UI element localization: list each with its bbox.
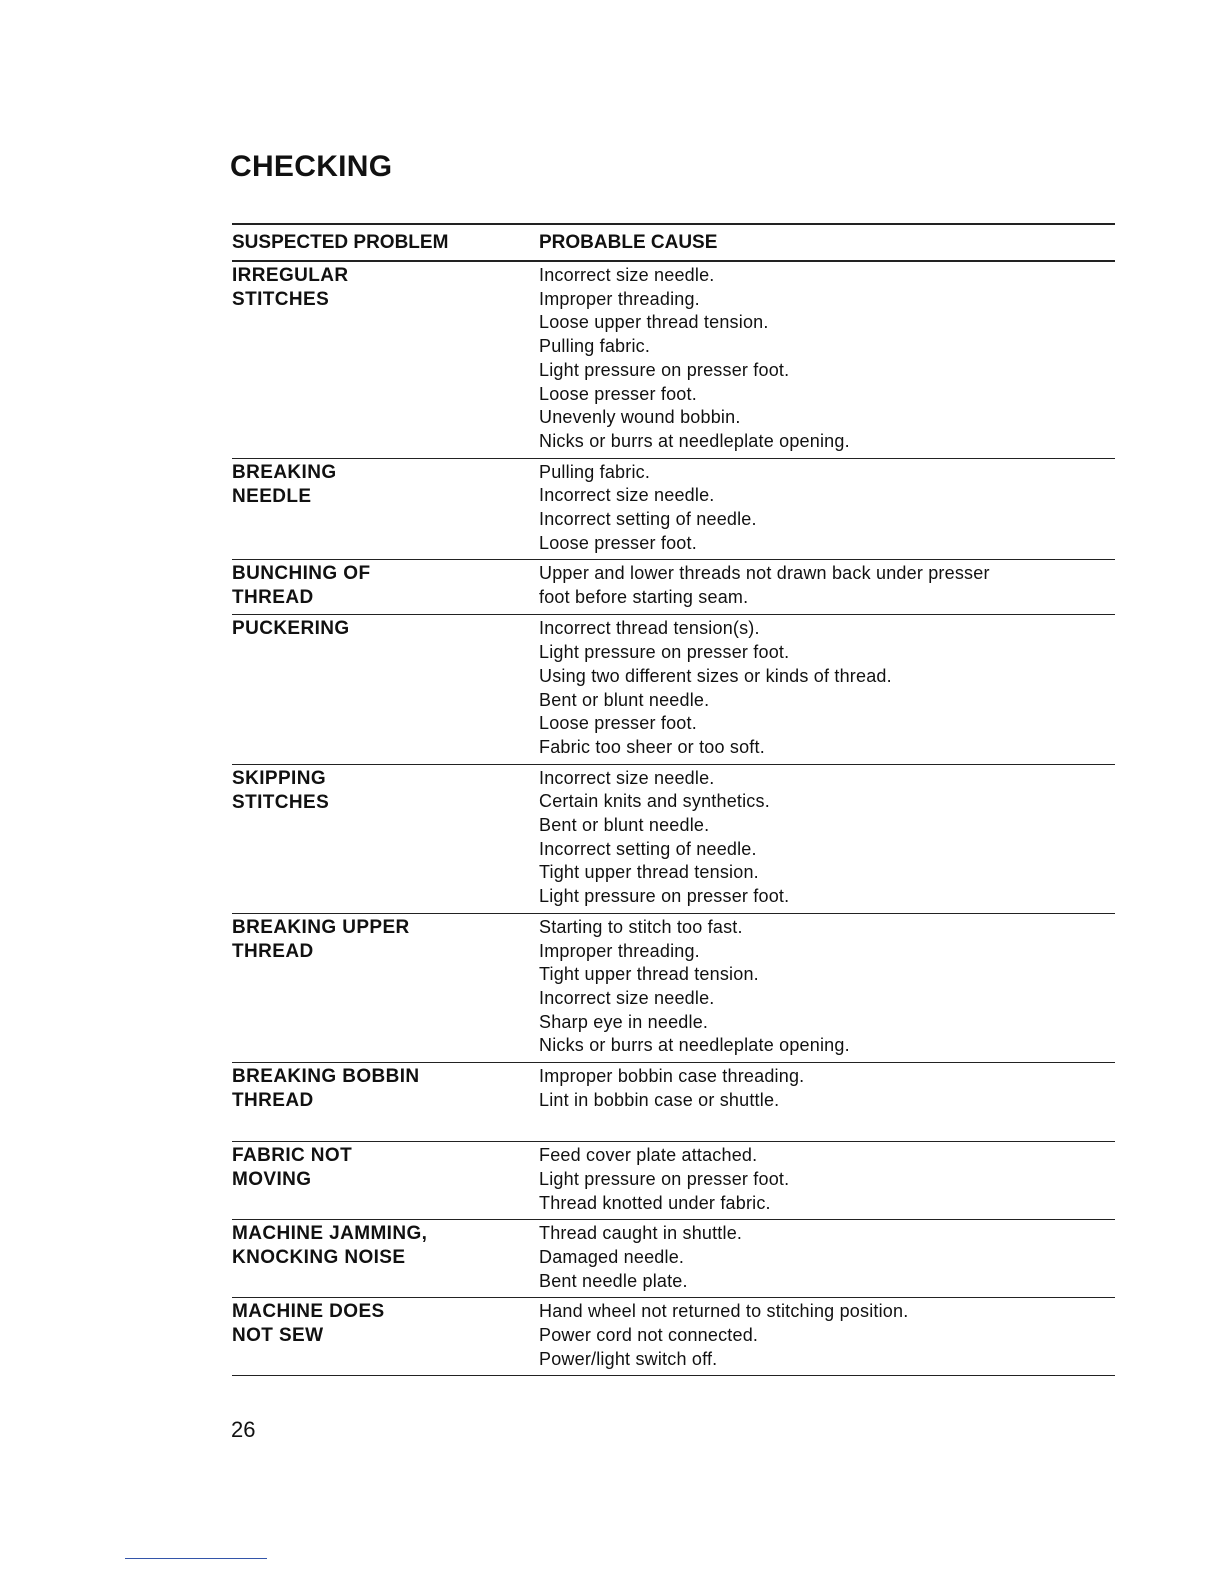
page-title: CHECKING: [230, 150, 393, 183]
cause-text: Feed cover plate attached.: [539, 1145, 758, 1166]
cause-text: Sharp eye in needle.: [539, 1011, 709, 1032]
cause-text: Certain knits and synthetics.: [539, 791, 770, 812]
problem-text: BREAKING BOBBIN: [232, 1066, 420, 1088]
cause-text: Unevenly wound bobbin.: [539, 407, 741, 428]
cause-text: Incorrect size needle.: [539, 767, 715, 788]
problem-text: MACHINE DOES: [232, 1301, 385, 1323]
cause-text: Loose presser foot.: [539, 383, 697, 404]
table-row: [232, 765, 1115, 914]
problem-text: PUCKERING: [232, 618, 350, 640]
probable-causes: [539, 264, 1115, 454]
cause-text: Thread caught in shuttle.: [539, 1223, 743, 1244]
cause-text: Loose presser foot.: [539, 532, 697, 553]
suspected-problem: [232, 1065, 539, 1113]
problem-text: MACHINE JAMMING,: [232, 1223, 428, 1245]
table-row: [232, 262, 1115, 459]
probable-causes: [539, 617, 1115, 759]
probable-causes: [539, 1300, 1115, 1371]
problem-text: BREAKING UPPER: [232, 916, 410, 938]
suspected-problem: [232, 1144, 539, 1215]
cause-text: Light pressure on presser foot.: [539, 642, 790, 663]
problem-text: BUNCHING OF: [232, 563, 371, 585]
table-row: [232, 1220, 1115, 1298]
problem-text: BREAKING: [232, 461, 337, 483]
suspected-problem: [232, 562, 539, 610]
cause-text: Bent needle plate.: [539, 1270, 688, 1291]
cause-text: Incorrect size needle.: [539, 265, 715, 285]
cause-text: Power/light switch off.: [539, 1348, 718, 1369]
cause-text: Improper threading.: [539, 288, 700, 309]
cause-text: Lint in bobbin case or shuttle.: [539, 1089, 780, 1110]
cause-text: Incorrect setting of needle.: [539, 509, 757, 530]
cause-text: Thread knotted under fabric.: [539, 1192, 771, 1213]
cause-text: Starting to stitch too fast.: [539, 916, 743, 937]
page-number: 26: [231, 1417, 256, 1442]
table-row: [232, 1298, 1115, 1376]
cause-text: Bent or blunt needle.: [539, 689, 710, 710]
table-row: [232, 1142, 1115, 1220]
problem-text: THREAD: [232, 940, 314, 962]
cause-text: Loose upper thread tension.: [539, 312, 769, 333]
probable-causes: [539, 562, 1115, 610]
problem-text: NOT SEW: [232, 1325, 324, 1347]
probable-causes: [539, 916, 1115, 1058]
problem-text: THREAD: [232, 1090, 314, 1112]
header-probable-cause: PROBABLE CAUSE: [539, 231, 718, 253]
table-row: [232, 560, 1115, 615]
cause-text: Nicks or burrs at needleplate opening.: [539, 1035, 850, 1056]
cause-text: Incorrect setting of needle.: [539, 838, 757, 859]
table-body: [232, 262, 1115, 1376]
footer-rule: [125, 1558, 267, 1559]
problem-text: SKIPPING: [232, 767, 326, 789]
probable-causes: [539, 1144, 1115, 1215]
cause-text: Pulling fabric.: [539, 461, 651, 482]
cause-text: Light pressure on presser foot.: [539, 359, 790, 380]
cause-text: Incorrect thread tension(s).: [539, 618, 760, 639]
header-suspected-problem: SUSPECTED PROBLEM: [232, 231, 449, 253]
problem-text: KNOCKING NOISE: [232, 1247, 406, 1269]
cause-text: Improper bobbin case threading.: [539, 1066, 805, 1087]
table-row: [232, 459, 1115, 561]
cause-text: Bent or blunt needle.: [539, 815, 710, 836]
cause-text: Improper threading.: [539, 940, 700, 961]
suspected-problem: [232, 461, 539, 556]
cause-text: Pulling fabric.: [539, 336, 651, 357]
table-row: [232, 914, 1115, 1063]
suspected-problem: [232, 767, 539, 909]
cause-text: foot before starting seam.: [539, 587, 749, 608]
cause-text: Upper and lower threads not drawn back under presser: [539, 563, 990, 584]
problem-text: THREAD: [232, 587, 314, 609]
cause-text: Hand wheel not returned to stitching position.: [539, 1301, 909, 1322]
problem-text: NEEDLE: [232, 485, 312, 507]
suspected-problem: [232, 617, 539, 759]
table-row: [232, 615, 1115, 764]
suspected-problem: [232, 1300, 539, 1371]
cause-text: Nicks or burrs at needleplate opening.: [539, 430, 850, 451]
cause-text: Power cord not connected.: [539, 1325, 759, 1346]
table-header: [232, 225, 1115, 262]
table-row: [232, 1063, 1115, 1142]
suspected-problem: [232, 264, 539, 454]
problem-text: MOVING: [232, 1169, 312, 1191]
cause-text: Using two different sizes or kinds of thread.: [539, 665, 892, 686]
suspected-problem: [232, 916, 539, 1058]
cause-text: Light pressure on presser foot.: [539, 886, 790, 907]
problem-text: FABRIC NOT: [232, 1145, 353, 1167]
problem-text: STITCHES: [232, 289, 330, 310]
cause-text: Light pressure on presser foot.: [539, 1168, 790, 1189]
suspected-problem: [232, 1222, 539, 1293]
cause-text: Incorrect size needle.: [539, 987, 715, 1008]
troubleshooting-table: [232, 223, 1115, 1376]
cause-text: Loose presser foot.: [539, 713, 697, 734]
cause-text: Fabric too sheer or too soft.: [539, 736, 765, 757]
cause-text: Tight upper thread tension.: [539, 964, 759, 985]
cause-text: Damaged needle.: [539, 1246, 685, 1267]
cause-text: Tight upper thread tension.: [539, 862, 759, 883]
problem-text: STITCHES: [232, 791, 330, 813]
probable-causes: [539, 1065, 1115, 1113]
probable-causes: [539, 461, 1115, 556]
probable-causes: [539, 1222, 1115, 1293]
cause-text: Incorrect size needle.: [539, 485, 715, 506]
probable-causes: [539, 767, 1115, 909]
problem-text: IRREGULAR: [232, 265, 349, 286]
